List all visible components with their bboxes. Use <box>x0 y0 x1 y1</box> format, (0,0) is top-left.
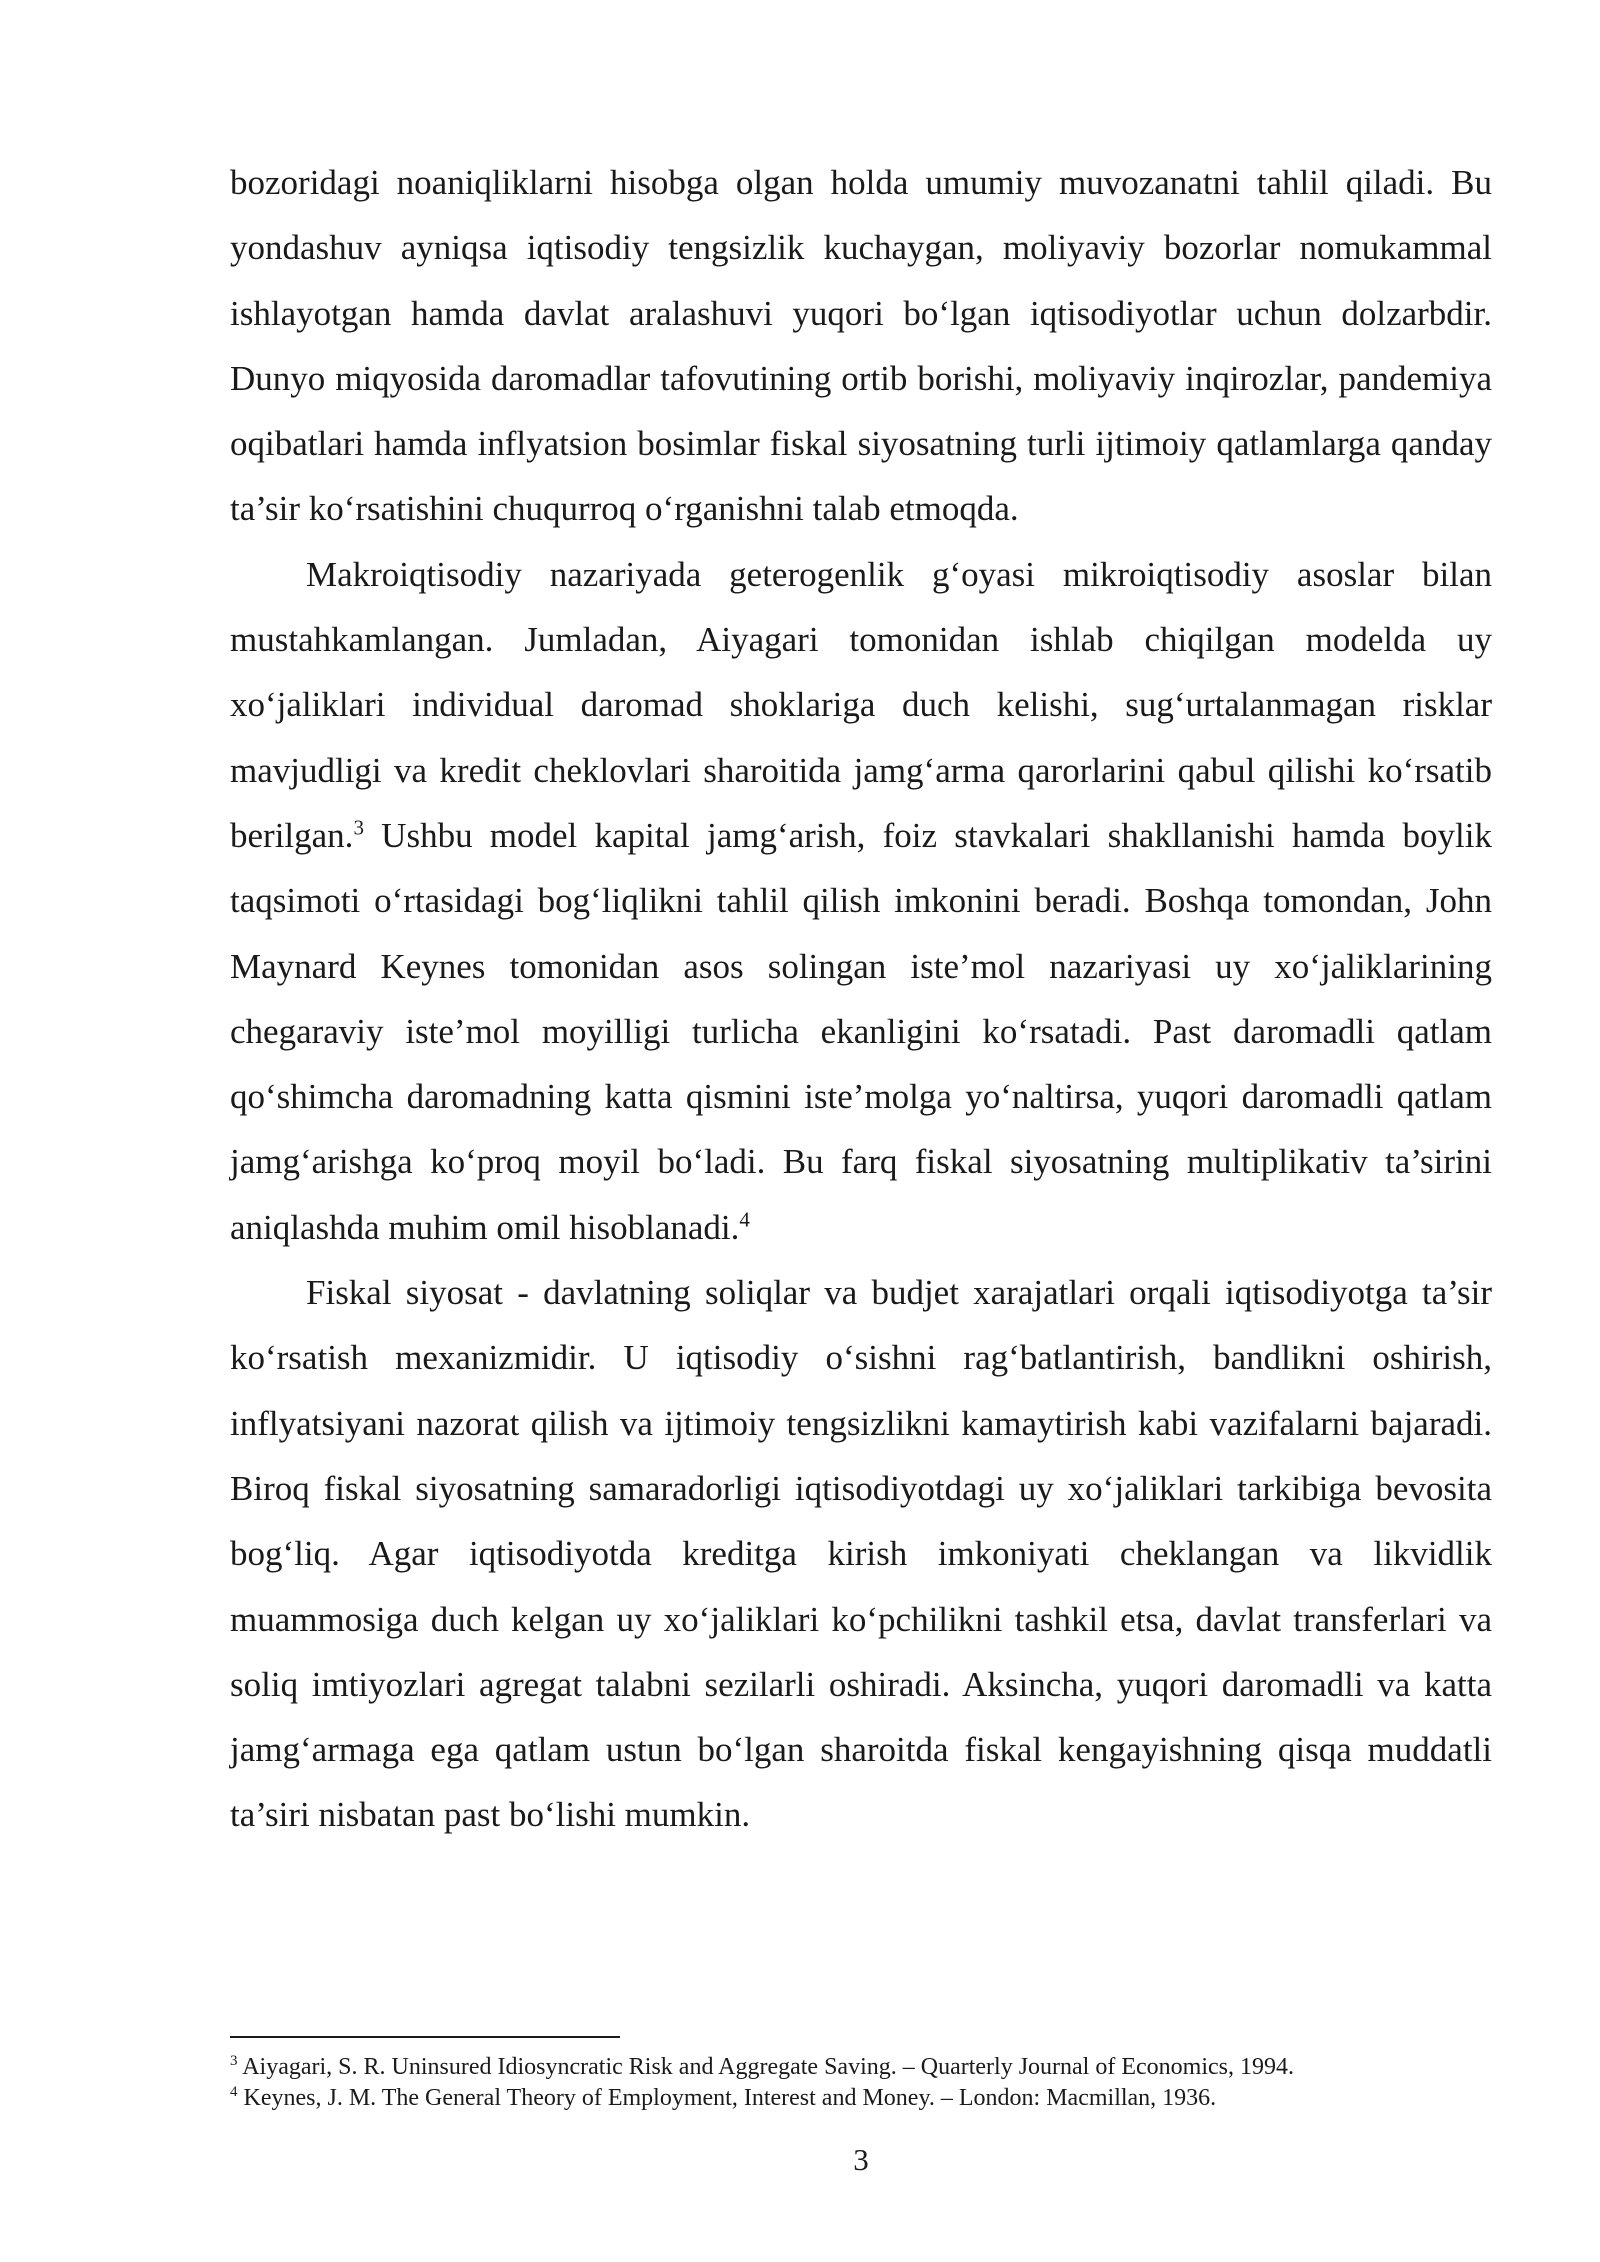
footnote-ref-4[interactable]: 4 <box>739 1207 750 1232</box>
footnote-text: Aiyagari, S. R. Uninsured Idiosyncratic Risk and Aggregate Saving. – Quarterly Journal of Economics, 1994. <box>242 2054 1294 2080</box>
paragraph-2-text-a: Makroiqtisodiy nazariyada geterogenlik g‘oyasi mikroiqtisodiy asoslar bilan mustahkamlangan. Jumladan, Aiyagari tomonidan ishlab chiqilgan modelda uy xo‘jaliklari individual daromad shoklariga duch kelishi, sug‘urtalanmagan risklar mavjudligi va kredit cheklovlari sharoitida jamg‘arma qarorlarini qabul qilishi ko‘rsatib berilgan. <box>230 554 1492 855</box>
footnote-ref-3[interactable]: 3 <box>353 815 364 840</box>
footnote-text: Keynes, J. M. The General Theory of Employment, Interest and Money. – London: Macmillan, 1936. <box>243 2085 1217 2111</box>
footnote-4 <box>230 2083 1492 2114</box>
footnote-3 <box>230 2052 1492 2083</box>
page-number: 3 <box>853 2142 869 2177</box>
paragraph-3: Fiskal siyosat - davlatning soliqlar va budjet xarajatlari orqali iqtisodiyotga ta’sir ko‘rsatish mexanizmidir. U iqtisodiy o‘sishni rag‘batlantirish, bandlikni oshirish, inflyatsiyani nazorat qilish va ijtimoiy tengsizlikni kamaytirish kabi vazifalarni bajaradi. Biroq fiskal siyosatning samaradorligi iqtisodiyotdagi uy xo‘jaliklari tarkibiga bevosita bog‘liq. Agar iqtisodiyotda kreditga kirish imkoniyati cheklangan va likvidlik muammosiga duch kelgan uy xo‘jaliklari ko‘pchilikni tashkil etsa, davlat transferlari va soliq imtiyozlari agregat talabni sezilarli oshiradi. Aksincha, yuqori daromadli va katta jamg‘armaga ega qatlam ustun bo‘lgan sharoitda fiskal kengayishning qisqa muddatli ta’siri nisbatan past bo‘lishi mumkin. <box>230 1273 1492 1835</box>
footnote-number: 3 <box>230 2053 238 2069</box>
footnotes <box>230 2052 1492 2114</box>
paragraph-1: bozoridagi noaniqliklarni hisobga olgan holda umumiy muvozanatni tahlil qiladi. Bu yondashuv ayniqsa iqtisodiy tengsizlik kuchaygan, moliyaviy bozorlar nomukammal ishlayotgan hamda davlat aralashuvi yuqori bo‘lgan iqtisodiyotlar uchun dolzarbdir. Dunyo miqyosida daromadlar tafovutining ortib borishi, moliyaviy inqirozlar, pandemiya oqibatlari hamda inflyatsion bosimlar fiskal siyosatning turli ijtimoiy qatlamlarga qanday ta’sir ko‘rsatishini chuqurroq o‘rganishni talab etmoqda. <box>230 163 1492 529</box>
footnote-number: 4 <box>230 2084 238 2100</box>
footnote-separator <box>230 2036 620 2038</box>
paragraph-2 <box>230 542 1492 1260</box>
page-body <box>230 150 1492 1848</box>
paragraph-2-text-b: Ushbu model kapital jamg‘arish, foiz stavkalari shakllanishi hamda boylik taqsimoti o‘rtasidagi bog‘liqlikni tahlil qilish imkonini beradi. Boshqa tomondan, John Maynard Keynes tomonidan asos solingan iste’mol nazariyasi uy xo‘jaliklarining chegaraviy iste’mol moyilligi turlicha ekanligini ko‘rsatadi. Past daromadli qatlam qo‘shimcha daromadning katta qismini iste’molga yo‘naltirsa, yuqori daromadli qatlam jamg‘arishga ko‘proq moyil bo‘ladi. Bu farq fiskal siyosatning multiplikativ ta’sirini aniqlashda muhim omil hisoblanadi. <box>230 815 1492 1247</box>
